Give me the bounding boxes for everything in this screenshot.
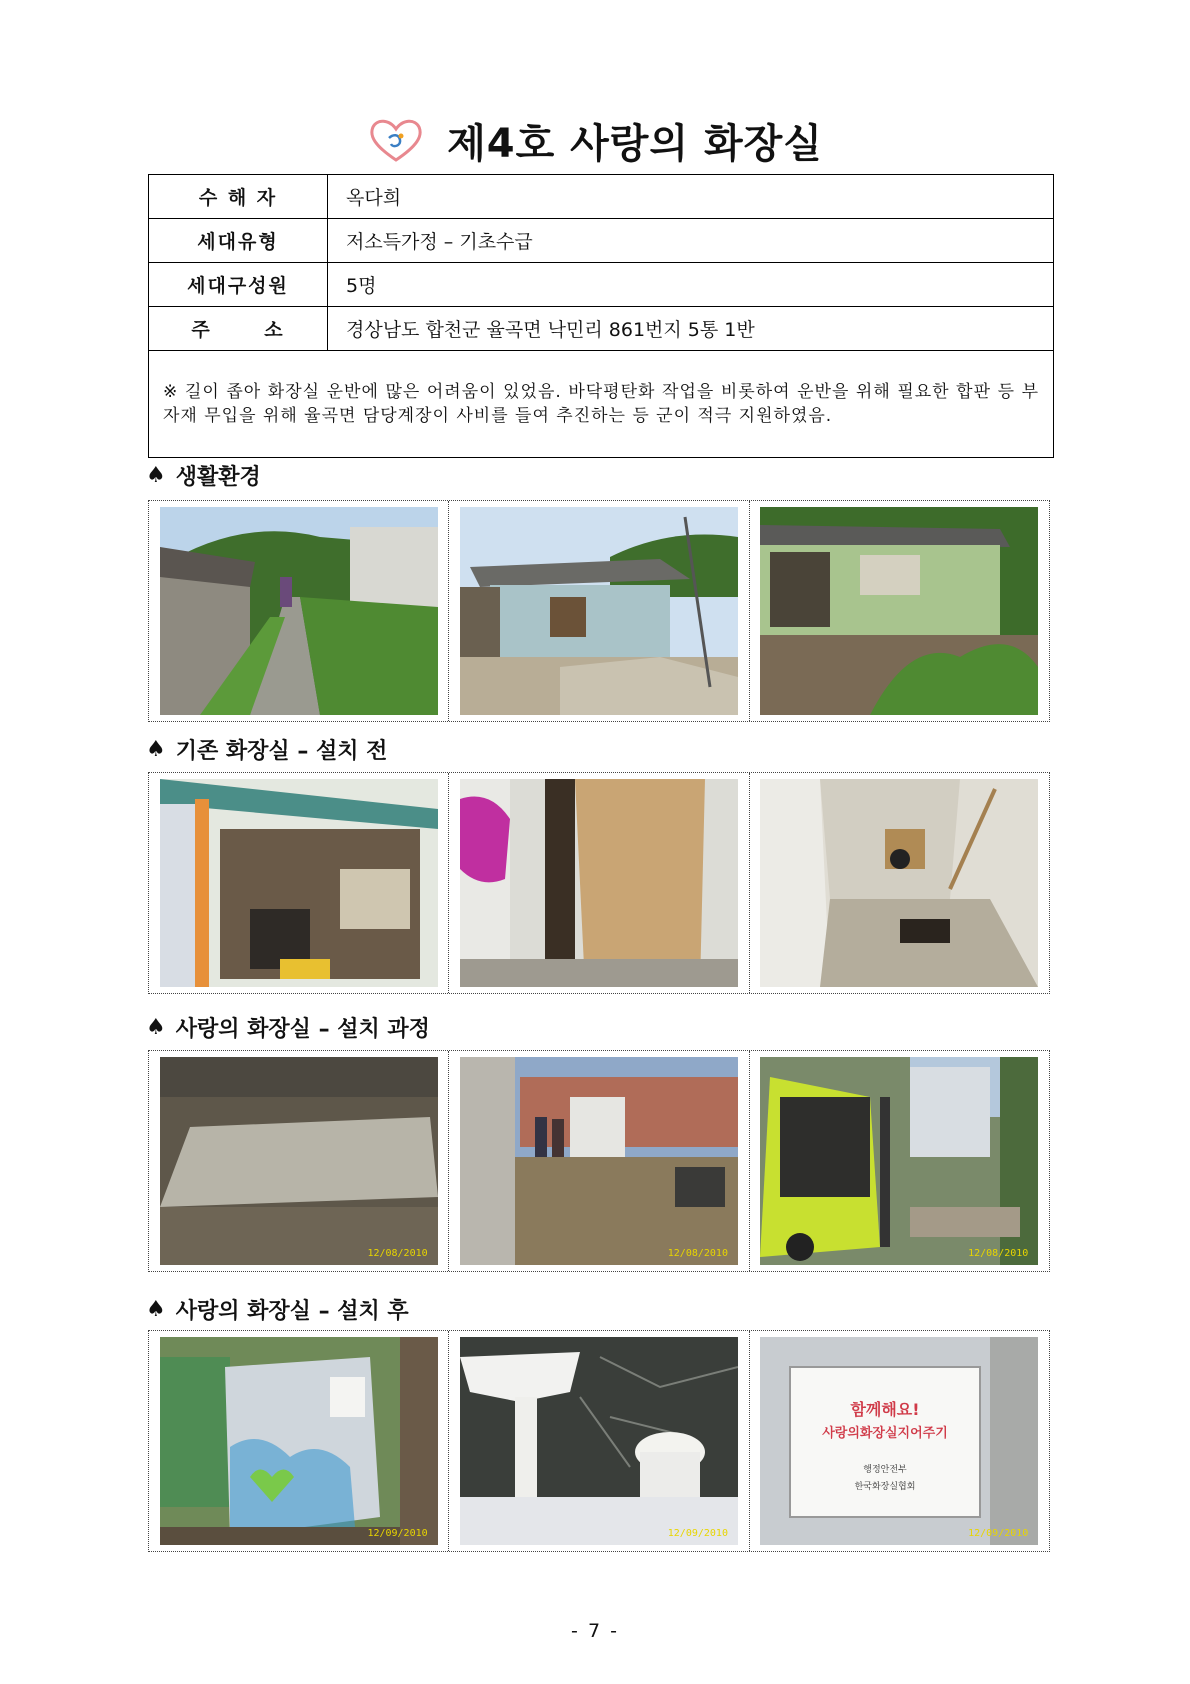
household-type-value: 저소득가정 – 기초수급 <box>328 219 1054 263</box>
household-type-label: 세대유형 <box>149 219 328 263</box>
section-title-after-install <box>146 1294 409 1325</box>
section-title-living-environment <box>146 460 261 491</box>
photo-old-toilet <box>760 779 1038 987</box>
table-row <box>149 307 1054 351</box>
recipient-value: 옥다희 <box>328 175 1054 219</box>
table-row <box>149 263 1054 307</box>
recipient-info-table <box>148 174 1054 458</box>
section-title-install-process <box>146 1012 430 1043</box>
photo-old-door <box>460 779 738 987</box>
spade-icon: ♠ <box>146 737 166 762</box>
page-number: - 7 - <box>571 1620 619 1642</box>
photo-row-install-process <box>148 1050 1050 1272</box>
sign-line1: 함께해요! <box>850 1400 920 1419</box>
photo-new-toilet-exterior <box>160 1337 438 1545</box>
datestamp: 12/09/2010 <box>367 1528 428 1539</box>
address-label: 주 소 <box>149 307 328 351</box>
spade-icon: ♠ <box>146 1297 166 1322</box>
section-title-text: 기존 화장실 – 설치 전 <box>175 739 388 764</box>
photo-row-after-install <box>148 1330 1050 1552</box>
photo-row-living-environment <box>148 500 1050 722</box>
datestamp: 12/08/2010 <box>968 1248 1029 1259</box>
spade-icon: ♠ <box>146 463 166 488</box>
photo-row-before-install <box>148 772 1050 994</box>
page-title: 제4호 사랑의 화장실 <box>447 120 823 167</box>
recipient-label: 수 해 자 <box>149 175 328 219</box>
photo-concrete-slab <box>160 1057 438 1265</box>
photo-house-porch <box>760 507 1038 715</box>
spade-icon: ♠ <box>146 1015 166 1040</box>
section-title-text: 사랑의 화장실 – 설치 후 <box>175 1299 409 1324</box>
datestamp: 12/08/2010 <box>667 1248 728 1259</box>
photo-shed <box>160 779 438 987</box>
section-title-text: 사랑의 화장실 – 설치 과정 <box>175 1017 430 1042</box>
heart-logo-icon <box>367 116 425 164</box>
table-row <box>149 175 1054 219</box>
datestamp: 12/09/2010 <box>968 1528 1029 1539</box>
table-row <box>149 351 1054 458</box>
sign-org2: 한국화장실협회 <box>854 1482 916 1492</box>
photo-alley <box>160 507 438 715</box>
photo-donation-sign <box>760 1337 1038 1545</box>
photo-house-front <box>460 507 738 715</box>
table-row <box>149 219 1054 263</box>
note-text: ※ 길이 좁아 화장실 운반에 많은 어려움이 있었음. 바닥평탄화 작업을 비롯하여 운반을 위해 필요한 합판 등 부자재 무입을 위해 율곡면 담당계장이 사비를 들여 추진하는 등 군이 적극 지원하였음. <box>149 351 1054 458</box>
datestamp: 12/09/2010 <box>667 1528 728 1539</box>
address-value: 경상남도 합천군 율곡면 낙민리 861번지 5통 1반 <box>328 307 1054 351</box>
title-area <box>0 110 1190 170</box>
section-title-before-install <box>146 734 387 765</box>
photo-new-toilet-interior <box>460 1337 738 1545</box>
household-members-label: 세대구성원 <box>149 263 328 307</box>
photo-forklift <box>760 1057 1038 1265</box>
photo-transport <box>460 1057 738 1265</box>
datestamp: 12/08/2010 <box>367 1248 428 1259</box>
sign-line2: 사랑의화장실지어주기 <box>822 1426 949 1441</box>
section-title-text: 생활환경 <box>175 465 261 490</box>
sign-org1: 행정안전부 <box>863 1465 908 1475</box>
household-members-value: 5명 <box>328 263 1054 307</box>
